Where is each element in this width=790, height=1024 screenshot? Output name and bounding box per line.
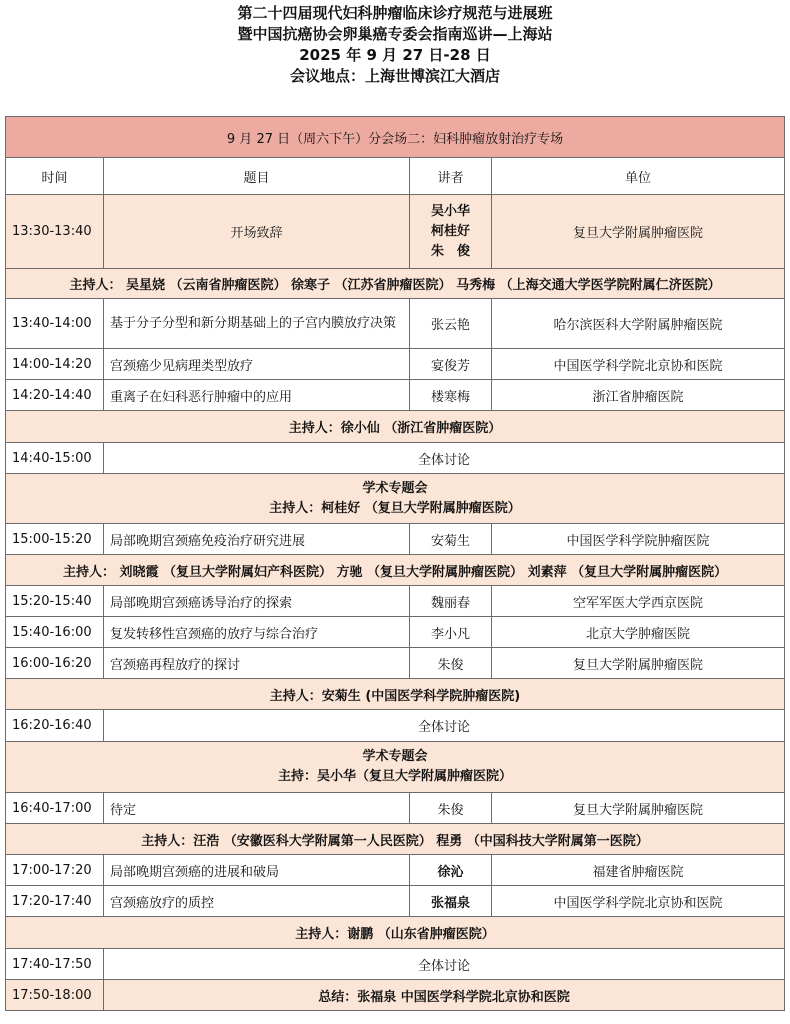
col-header-unit: 单位: [492, 158, 785, 195]
speaker-cell: 宴俊芳: [410, 349, 492, 380]
speaker-cell: 楼寒梅: [410, 380, 492, 411]
topic-cell: 重离子在妇科恶行肿瘤中的应用: [104, 380, 410, 411]
discussion-row: [6, 443, 785, 474]
topic-cell: 局部晚期宫颈癌免疫治疗研究进展: [104, 524, 410, 555]
speaker-cell: 徐沁: [410, 855, 492, 886]
col-header-speaker: 讲者: [410, 158, 492, 195]
event-dates: 2025 年 9 月 27 日-28 日: [299, 46, 491, 64]
time-cell: 15:40-16:00: [6, 617, 104, 648]
speaker-cell: 安菊生: [410, 524, 492, 555]
discussion-label: 全体讨论: [104, 710, 785, 742]
time-cell: 15:20-15:40: [6, 586, 104, 617]
host-text: 主持人： 刘晓霞 （复旦大学附属妇产科医院） 方驰 （复旦大学附属肿瘤医院） 刘素萍 （复旦大学附属肿瘤医院）: [6, 555, 785, 586]
session-title-row: [6, 117, 785, 158]
unit-cell: 浙江省肿瘤医院: [492, 380, 785, 411]
host-row: [6, 824, 785, 855]
discussion-label: 全体讨论: [104, 443, 785, 474]
speaker-cell: 张云艳: [410, 299, 492, 349]
table-row: [6, 380, 785, 411]
unit-cell: 中国医学科学院北京协和医院: [492, 349, 785, 380]
unit-cell: 空军军医大学西京医院: [492, 586, 785, 617]
session-title: 9 月 27 日（周六下午）分会场二：妇科肿瘤放射治疗专场: [6, 117, 785, 158]
topic-cell: 复发转移性宫颈癌的放疗与综合治疗: [104, 617, 410, 648]
time-cell: 14:20-14:40: [6, 380, 104, 411]
academic-host: 主持人：柯桂好 （复旦大学附属肿瘤医院）: [269, 500, 521, 516]
event-venue: 会议地点：上海世博滨江大酒店: [289, 67, 500, 85]
unit-cell: 复旦大学附属肿瘤医院: [492, 793, 785, 824]
summary-text: 总结：张福泉 中国医学科学院北京协和医院: [104, 980, 785, 1011]
academic-title: 学术专题会: [362, 749, 428, 764]
discussion-row: [6, 710, 785, 742]
document-header: [0, 0, 790, 111]
time-cell: 16:20-16:40: [6, 710, 104, 742]
topic-cell: 待定: [104, 793, 410, 824]
time-cell: 13:30-13:40: [6, 195, 104, 269]
speaker-cell: [410, 195, 492, 269]
speaker-cell: 朱俊: [410, 648, 492, 679]
table-row: [6, 524, 785, 555]
academic-host: 主持：吴小华（复旦大学附属肿瘤医院）: [278, 769, 513, 784]
table-row: [6, 855, 785, 886]
academic-session-row: [6, 474, 785, 524]
topic-cell: 宫颈癌放疗的质控: [104, 886, 410, 917]
table-row: [6, 299, 785, 349]
discussion-label: 全体讨论: [104, 949, 785, 980]
host-text: 主持人： 吴星娆 （云南省肿瘤医院） 徐寒子 （江苏省肿瘤医院） 马秀梅 （上海交通大学医学院附属仁济医院）: [6, 269, 785, 299]
host-text: 主持人：徐小仙 （浙江省肿瘤医院）: [6, 411, 785, 443]
table-row: [6, 195, 785, 269]
time-cell: 15:00-15:20: [6, 524, 104, 555]
table-row: [6, 648, 785, 679]
time-cell: 17:40-17:50: [6, 949, 104, 980]
academic-title: 学术专题会: [362, 480, 428, 496]
speaker-name: 朱 俊: [430, 243, 470, 259]
unit-cell: 复旦大学附属肿瘤医院: [492, 195, 785, 269]
discussion-row: [6, 949, 785, 980]
table-row: [6, 617, 785, 648]
host-row: [6, 411, 785, 443]
topic-cell: 局部晚期宫颈癌诱导治疗的探索: [104, 586, 410, 617]
unit-cell: 中国医学科学院肿瘤医院: [492, 524, 785, 555]
speaker-cell: 魏丽春: [410, 586, 492, 617]
academic-session-row: [6, 742, 785, 793]
unit-cell: 中国医学科学院北京协和医院: [492, 886, 785, 917]
time-cell: 16:00-16:20: [6, 648, 104, 679]
host-text: 主持人：汪浩 （安徽医科大学附属第一人民医院） 程勇 （中国科技大学附属第一医院）: [6, 824, 785, 855]
unit-cell: 复旦大学附属肿瘤医院: [492, 648, 785, 679]
time-cell: 17:00-17:20: [6, 855, 104, 886]
host-row: [6, 917, 785, 949]
speaker-cell: 朱俊: [410, 793, 492, 824]
col-header-topic: 题目: [104, 158, 410, 195]
speaker-cell: 李小凡: [410, 617, 492, 648]
host-row: [6, 679, 785, 710]
unit-cell: 哈尔滨医科大学附属肿瘤医院: [492, 299, 785, 349]
time-cell: 13:40-14:00: [6, 299, 104, 349]
speaker-cell: 张福泉: [410, 886, 492, 917]
summary-row: [6, 980, 785, 1011]
unit-cell: 北京大学肿瘤医院: [492, 617, 785, 648]
host-text: 主持人：安菊生 (中国医学科学院肿瘤医院): [6, 679, 785, 710]
time-cell: 14:00-14:20: [6, 349, 104, 380]
host-text: 主持人：谢鹏 （山东省肿瘤医院）: [6, 917, 785, 949]
academic-session: [6, 474, 785, 524]
table-row: [6, 793, 785, 824]
host-row: [6, 269, 785, 299]
column-header-row: [6, 158, 785, 195]
host-row: [6, 555, 785, 586]
time-cell: 14:40-15:00: [6, 443, 104, 474]
topic-cell: 开场致辞: [104, 195, 410, 269]
topic-cell: 基于分子分型和新分期基础上的子宫内膜放疗决策: [104, 299, 410, 349]
table-row: [6, 886, 785, 917]
time-cell: 17:50-18:00: [6, 980, 104, 1011]
time-cell: 17:20-17:40: [6, 886, 104, 917]
topic-cell: 宫颈癌再程放疗的探讨: [104, 648, 410, 679]
event-title: 第二十四届现代妇科肿瘤临床诊疗规范与进展班: [237, 4, 553, 22]
topic-cell: 局部晚期宫颈癌的进展和破局: [104, 855, 410, 886]
schedule-table: [5, 116, 785, 1011]
unit-cell: 福建省肿瘤医院: [492, 855, 785, 886]
col-header-time: 时间: [6, 158, 104, 195]
event-subtitle: 暨中国抗癌协会卵巢癌专委会指南巡讲—上海站: [237, 25, 553, 43]
topic-cell: 宫颈癌少见病理类型放疗: [104, 349, 410, 380]
table-row: [6, 586, 785, 617]
speaker-name: 柯桂好: [430, 223, 470, 239]
academic-session: [6, 742, 785, 793]
speaker-name: 吴小华: [430, 203, 470, 219]
time-cell: 16:40-17:00: [6, 793, 104, 824]
table-row: [6, 349, 785, 380]
